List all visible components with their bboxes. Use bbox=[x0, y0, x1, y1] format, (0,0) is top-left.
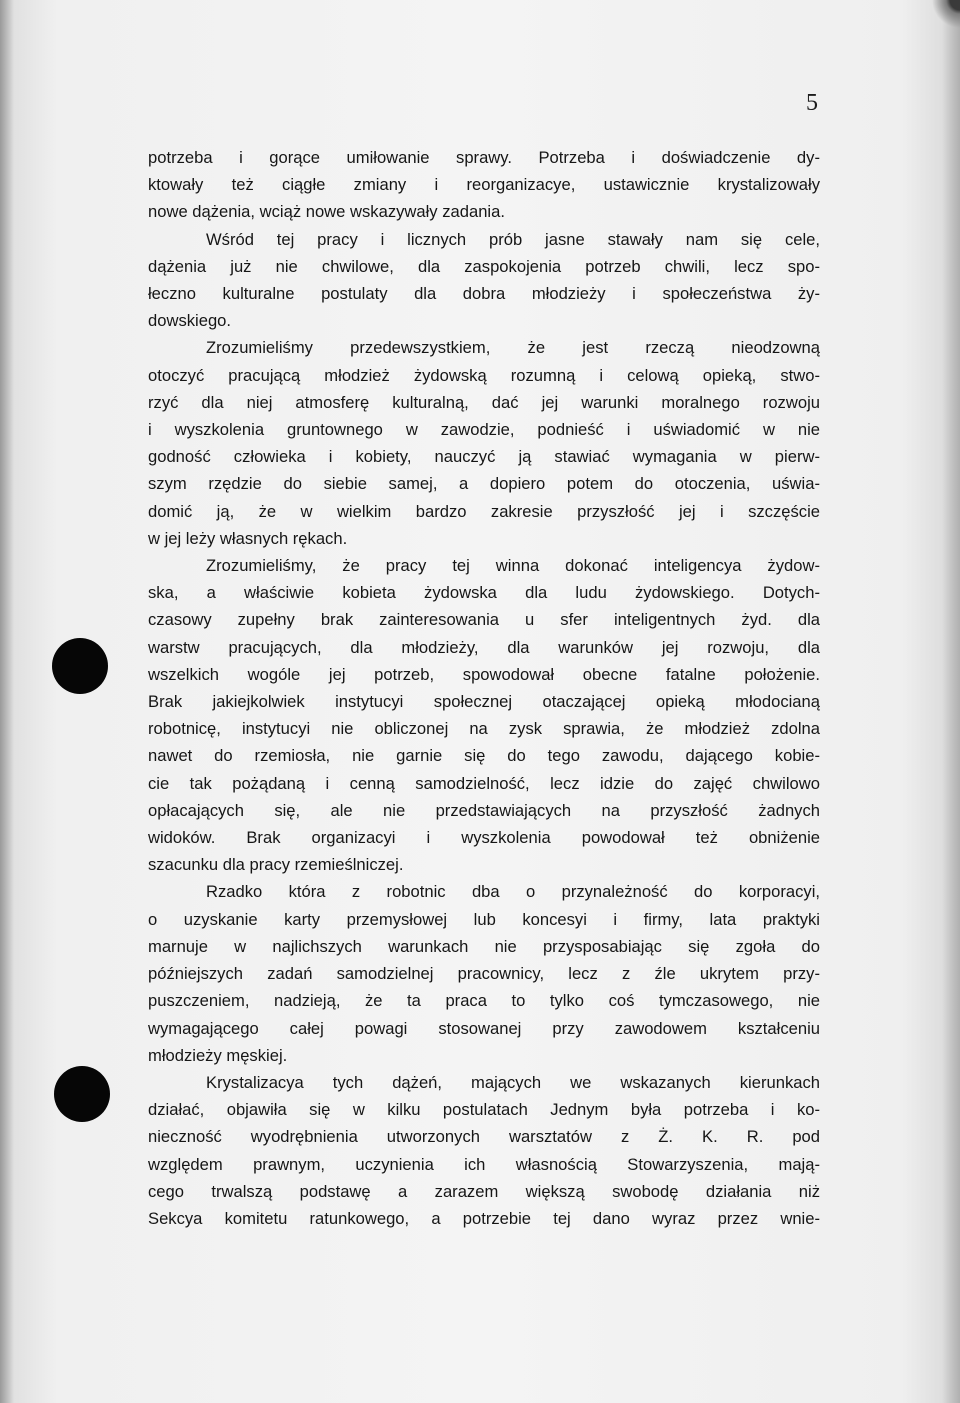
text-line: robotnicę, instytucyi nie obliczonej na zysk sprawia, że młodzież zdolna bbox=[148, 719, 820, 739]
text-line: Zrozumieliśmy, że pracy tej winna dokonać inteligencya żydow- bbox=[206, 556, 820, 576]
text-line: ktowały też ciągłe zmiany i reorganizacye, ustawicznie krystalizowały bbox=[148, 175, 820, 195]
text-line: młodzieży męskiej. bbox=[148, 1045, 288, 1065]
text-line: rzyć dla niej atmosferę kulturalną, dać jej warunki moralnego rozwoju bbox=[148, 392, 820, 412]
text-line: nieczność wyodrębnienia utworzonych warsztatów z Ż. K. R. pod bbox=[148, 1127, 820, 1147]
text-line: późniejszych zadań samodzielnej pracownicy, lecz z źle ukrytem przy- bbox=[148, 964, 820, 984]
text-line: łeczno kulturalne postulaty dla dobra młodzieży i społeczeństwa ży- bbox=[148, 284, 820, 304]
binder-hole-upper bbox=[52, 638, 108, 694]
text-line: puszczeniem, nadzieją, że ta praca to tylko coś tymczasowego, nie bbox=[148, 991, 820, 1011]
text-line: nawet do rzemiosła, nie garnie się do tego zawodu, dającego kobie- bbox=[148, 746, 820, 766]
text-line: Brak jakiejkolwiek instytucyi społecznej otaczającej opieką młodocianą bbox=[148, 692, 820, 712]
text-line: marnuje w najlichszych warunkach nie przysposabiając się zgoła do bbox=[148, 936, 820, 956]
text-line: ska, a właściwie kobieta żydowska dla ludu żydowskiego. Dotych- bbox=[148, 583, 820, 603]
text-line: Rzadko która z robotnic dba o przynależność do korporacyi, bbox=[206, 882, 820, 902]
text-line: dowskiego. bbox=[148, 311, 232, 331]
text-line: cie tak pożądaną i cenną samodzielność, lecz idzie do zajęć chwilowo bbox=[148, 773, 820, 793]
text-line: o uzyskanie karty przemysłowej lub koncesyi i firmy, lata praktyki bbox=[148, 909, 820, 929]
text-line: Zrozumieliśmy przedewszystkiem, że jest rzeczą nieodzowną bbox=[206, 338, 820, 358]
page-number: 5 bbox=[806, 90, 818, 116]
text-line: warstw pracujących, dla młodzieży, dla warunków jej rozwoju, dla bbox=[148, 637, 820, 657]
paragraph-3 bbox=[148, 334, 820, 552]
page-corner-curl bbox=[920, 0, 960, 30]
text-line: czasowy zupełny brak zainteresowania u sfer inteligentnych żyd. dla bbox=[148, 610, 820, 630]
paragraph-2 bbox=[148, 226, 820, 335]
text-line: domić ją, że w wielkim bardzo zakresie przyszłość jej i szczęście bbox=[148, 501, 820, 521]
page-edge-shadow-left bbox=[0, 0, 14, 1403]
paragraph-6 bbox=[148, 1069, 820, 1232]
text-line: Sekcya komitetu ratunkowego, a potrzebie tej dano wyraz przez wnie- bbox=[148, 1208, 820, 1228]
text-line: potrzeba i gorące umiłowanie sprawy. Potrzeba i doświadczenie dy- bbox=[148, 148, 820, 167]
paragraph-5 bbox=[148, 878, 820, 1068]
binder-hole-lower bbox=[54, 1066, 110, 1122]
body-text bbox=[148, 144, 820, 1232]
paragraph-1 bbox=[148, 144, 820, 226]
text-line: dążenia już nie chwilowe, dla zaspokojenia potrzeb chwili, lecz spo- bbox=[148, 256, 820, 276]
text-line: nowe dążenia, wciąż nowe wskazywały zadania. bbox=[148, 202, 505, 222]
page-edge-shadow-right bbox=[942, 0, 960, 1403]
text-line: otoczyć pracującą młodzież żydowską rozumną i celową opieką, stwo- bbox=[148, 365, 820, 385]
text-line: i wyszkolenia gruntownego w zawodzie, podnieść i uświadomić w nie bbox=[148, 420, 820, 440]
text-line: godność człowieka i kobiety, nauczyć ją stawiać wymagania w pierw- bbox=[148, 447, 820, 467]
text-line: względem prawnym, uczynienia ich własnością Stowarzyszenia, mają- bbox=[148, 1154, 820, 1174]
text-line: szacunku dla pracy rzemieślniczej. bbox=[148, 855, 404, 875]
text-line: szym rzędzie do siebie samej, a dopiero potem do otoczenia, uświa- bbox=[148, 474, 820, 494]
text-line: wszelkich wogóle jej potrzeb, spowodował obecne fatalne położenie. bbox=[148, 664, 820, 684]
text-line: opłacających się, ale nie przedstawiających na przyszłość żadnych bbox=[148, 800, 820, 820]
paragraph-4 bbox=[148, 552, 820, 878]
text-line: cego trwalszą podstawę a zarazem większą swobodę działania niż bbox=[148, 1181, 820, 1201]
text-line: w jej leży własnych rękach. bbox=[148, 528, 348, 548]
text-line: Krystalizacya tych dążeń, mających we wskazanych kierunkach bbox=[206, 1072, 820, 1092]
text-line: wymagającego całej powagi stosowanej przy zawodowem kształceniu bbox=[148, 1018, 820, 1038]
text-line: działać, objawiła się w kilku postulatach Jednym była potrzeba i ko- bbox=[148, 1100, 820, 1120]
text-line: Wśród tej pracy i licznych prób jasne stawały nam się cele, bbox=[206, 229, 820, 249]
text-line: widoków. Brak organizacyi i wyszkolenia powodował też obniżenie bbox=[148, 828, 820, 848]
